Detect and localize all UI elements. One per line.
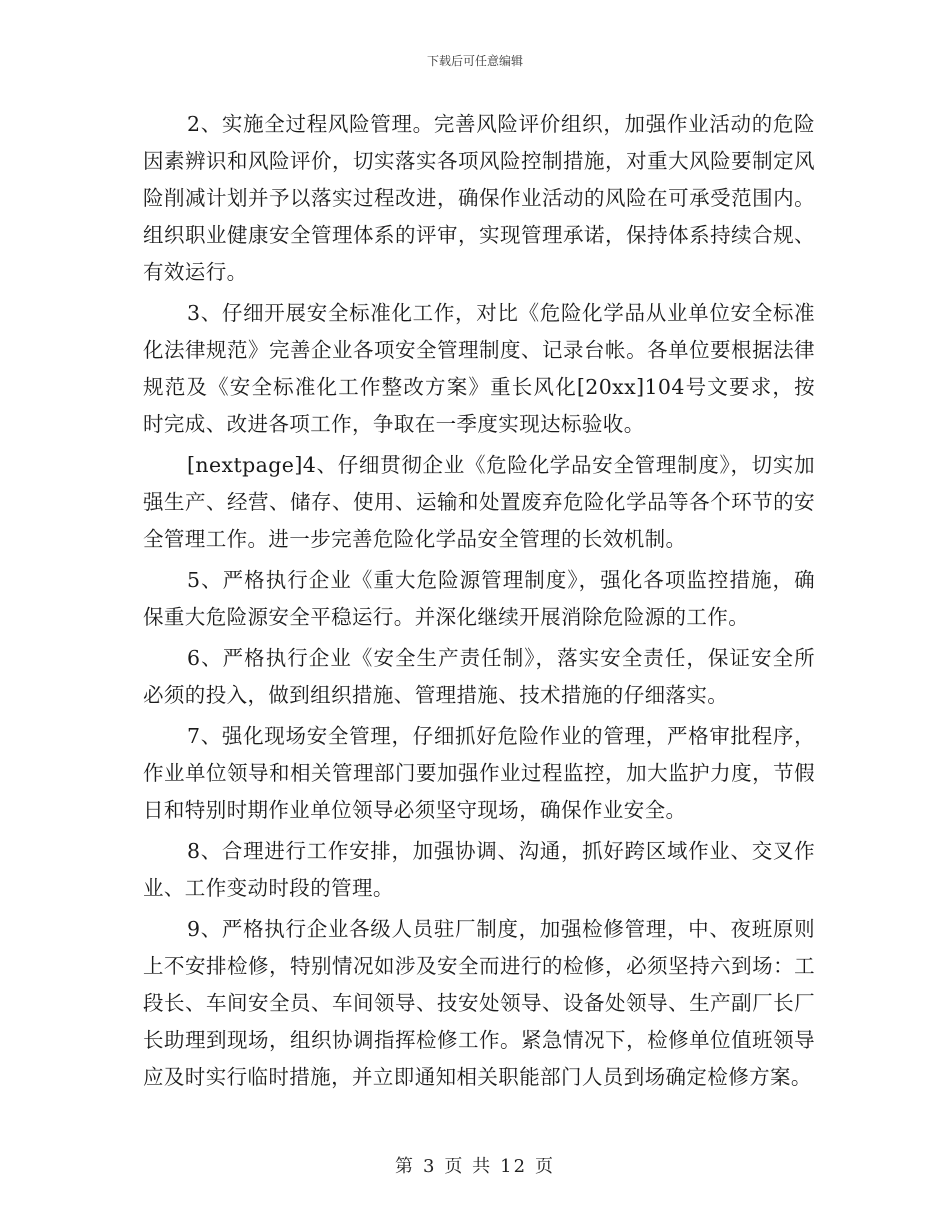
paragraph-6: 6、严格执行企业《安全生产责任制》，落实安全责任，保证安全所必须的投入，做到组织措施、管理措施、技术措施的仔细落实。 <box>143 646 815 707</box>
page-footer <box>0 1152 950 1178</box>
document-body <box>143 106 815 1100</box>
paragraph-5: 5、严格执行企业《重大危险源管理制度》，强化各项监控措施，确保重大危险源安全平稳运行。并深化继续开展消除危险源的工作。 <box>143 568 815 629</box>
footer-total-pages: 12 <box>500 1156 528 1177</box>
footer-middle: 页 共 <box>444 1156 493 1177</box>
paragraph-9: 9、严格执行企业各级人员驻厂制度，加强检修管理，中、夜班原则上不安排检修，特别情况如涉及安全而进行的检修，必须坚持六到场：工段长、车间安全员、车间领导、技安处领导、设备处领导、生产副厂长厂长助理到现场，组织协调指挥检修工作。紧急情况下，检修单位值班领导应及时实行临时措施，并立即通知相关职能部门人员到场确定检修方案。 <box>143 917 815 1089</box>
paragraph-8: 8、合理进行工作安排，加强协调、沟通，抓好跨区域作业、交叉作业、工作变动时段的管理。 <box>143 839 815 900</box>
footer-prefix: 第 <box>394 1156 415 1177</box>
paragraph-3: 3、仔细开展安全标准化工作，对比《危险化学品从业单位安全标准化法律规范》完善企业各项安全管理制度、记录台帐。各单位要根据法律规范及《安全标准化工作整改方案》重长风化[20xx]104号文要求，按时完成、改进各项工作，争取在一季度实现达标验收。 <box>143 301 815 436</box>
page-header: 下载后可任意编辑 <box>426 54 523 68</box>
paragraph-4: [nextpage]4、仔细贯彻企业《危险化学品安全管理制度》，切实加强生产、经营、储存、使用、运输和处置废弃危险化学品等各个环节的安全管理工作。进一步完善危险化学品安全管理的长效机制。 <box>143 453 815 551</box>
paragraph-2: 2、实施全过程风险管理。完善风险评价组织，加强作业活动的危险因素辨识和风险评价，切实落实各项风险控制措施，对重大风险要制定风险削减计划并予以落实过程改进，确保作业活动的风险在可承受范围内。组织职业健康安全管理体系的评审，实现管理承诺，保持体系持续合规、有效运行。 <box>143 112 815 284</box>
paragraph-7: 7、强化现场安全管理，仔细抓好危险作业的管理，严格审批程序，作业单位领导和相关管理部门要加强作业过程监控，加大监护力度，节假日和特别时期作业单位领导必须坚守现场，确保作业安全。 <box>143 724 815 822</box>
footer-page-number: 3 <box>422 1156 437 1177</box>
footer-suffix: 页 <box>535 1156 556 1177</box>
